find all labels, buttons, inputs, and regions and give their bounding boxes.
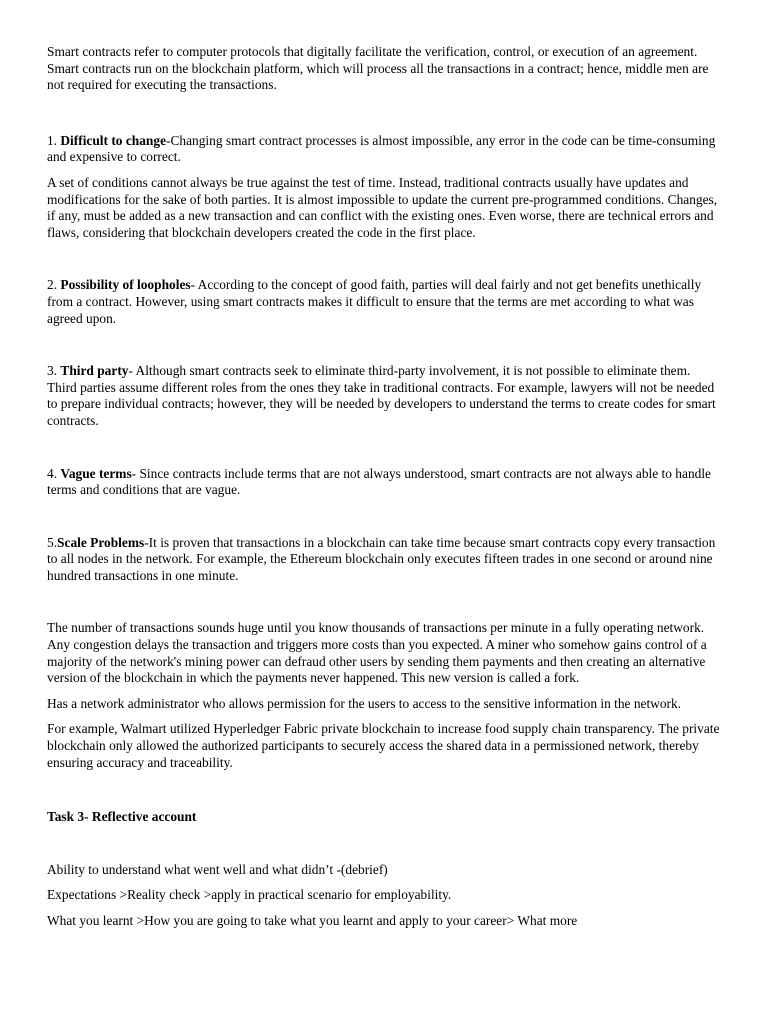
section-heading-text: Task 3- Reflective account — [47, 809, 197, 825]
task-line-what-you-learnt: What you learnt >How you are going to take what you learnt and apply to your career> What more — [47, 913, 578, 928]
list-item-number: 2. — [47, 277, 61, 293]
list-item-number: 5. — [47, 534, 58, 550]
list-item-third-party — [47, 363, 723, 429]
list-item-text: - According to the concept of good faith, parties will deal fairly and not get benefits unethically from a contract. However, using smart contracts makes it difficult to ensure that the terms are met according to what was agreed upon. — [47, 277, 702, 326]
difficult-to-change-detail: A set of conditions cannot always be true against the test of time. Instead, traditional contracts usually have updates and modifications for the sake of both parties. It is almost impossible to update the current pre-programmed conditions. Changes, if any, must be added as a new transaction and can conflict with the existing ones. Even worse, there are technical errors and flaws, considering that blockchain developers created the code in the first place. — [47, 174, 718, 240]
list-item-number: 3. — [47, 363, 61, 379]
list-item-vague-terms — [47, 466, 723, 499]
list-item-title: Scale Problems — [57, 534, 145, 550]
list-item-title: Possibility of loopholes — [60, 277, 191, 293]
list-item-title: Vague terms — [60, 465, 132, 481]
list-item-number: 4. — [47, 465, 61, 481]
intro-paragraph: Smart contracts refer to computer protocols that digitally facilitate the verification, control, or execution of an agreement. Smart contracts run on the blockchain platform, which will process all the transactions in a contract; hence, middle men are not required for executing the transactions. — [47, 44, 709, 93]
list-item-difficult-to-change — [47, 133, 723, 166]
list-item-possibility-of-loopholes — [47, 277, 723, 327]
list-item-title: Difficult to change — [60, 132, 167, 148]
list-item-scale-problems — [47, 535, 723, 585]
list-item-text: - Since contracts include terms that are not always understood, smart contracts are not always able to handle terms and conditions that are vague. — [47, 465, 711, 498]
task-line-debrief: Ability to understand what went well and what didn’t -(debrief) — [47, 861, 388, 877]
transactions-paragraph: The number of transactions sounds huge until you know thousands of transactions per minute in a fully operating network. Any congestion delays the transaction and triggers more costs than you expected. A miner who somehow gains control of a majority of the network's mining power can defraud other users by sending them payments and then creating an alternative version of the blockchain in which the payments never happened. This new version is called a fork. — [47, 620, 707, 686]
walmart-example-paragraph: For example, Walmart utilized Hyperledger Fabric private blockchain to increase food supply chain transparency. The private blockchain only allowed the authorized participants to securely access the shared data in a permissioned network, thereby ensuring accuracy and traceability. — [47, 721, 720, 770]
task-line-expectations: Expectations >Reality check >apply in practical scenario for employability. — [47, 887, 452, 903]
list-item-title: Third party — [60, 363, 129, 379]
network-admin-paragraph: Has a network administrator who allows permission for the users to access to the sensitive information in the network. — [47, 695, 682, 711]
list-item-text: -It is proven that transactions in a blockchain can take time because smart contracts copy every transaction to all nodes in the network. For example, the Ethereum blockchain only executes fifteen trades in one second or around nine hundred transactions in one minute. — [47, 534, 716, 583]
section-heading — [47, 809, 723, 826]
list-item-number: 1. — [47, 132, 61, 148]
list-item-text: -Changing smart contract processes is almost impossible, any error in the code can be time-consuming and expensive to correct. — [47, 132, 716, 165]
list-item-text: - Although smart contracts seek to eliminate third-party involvement, it is not possible to eliminate them. Third parties assume different roles from the ones they take in traditional contracts. For example, lawyers will not be needed to prepare individual contracts; however, they will be needed by developers to understand the terms to create codes for smart contracts. — [47, 363, 716, 428]
document-page — [47, 44, 723, 930]
